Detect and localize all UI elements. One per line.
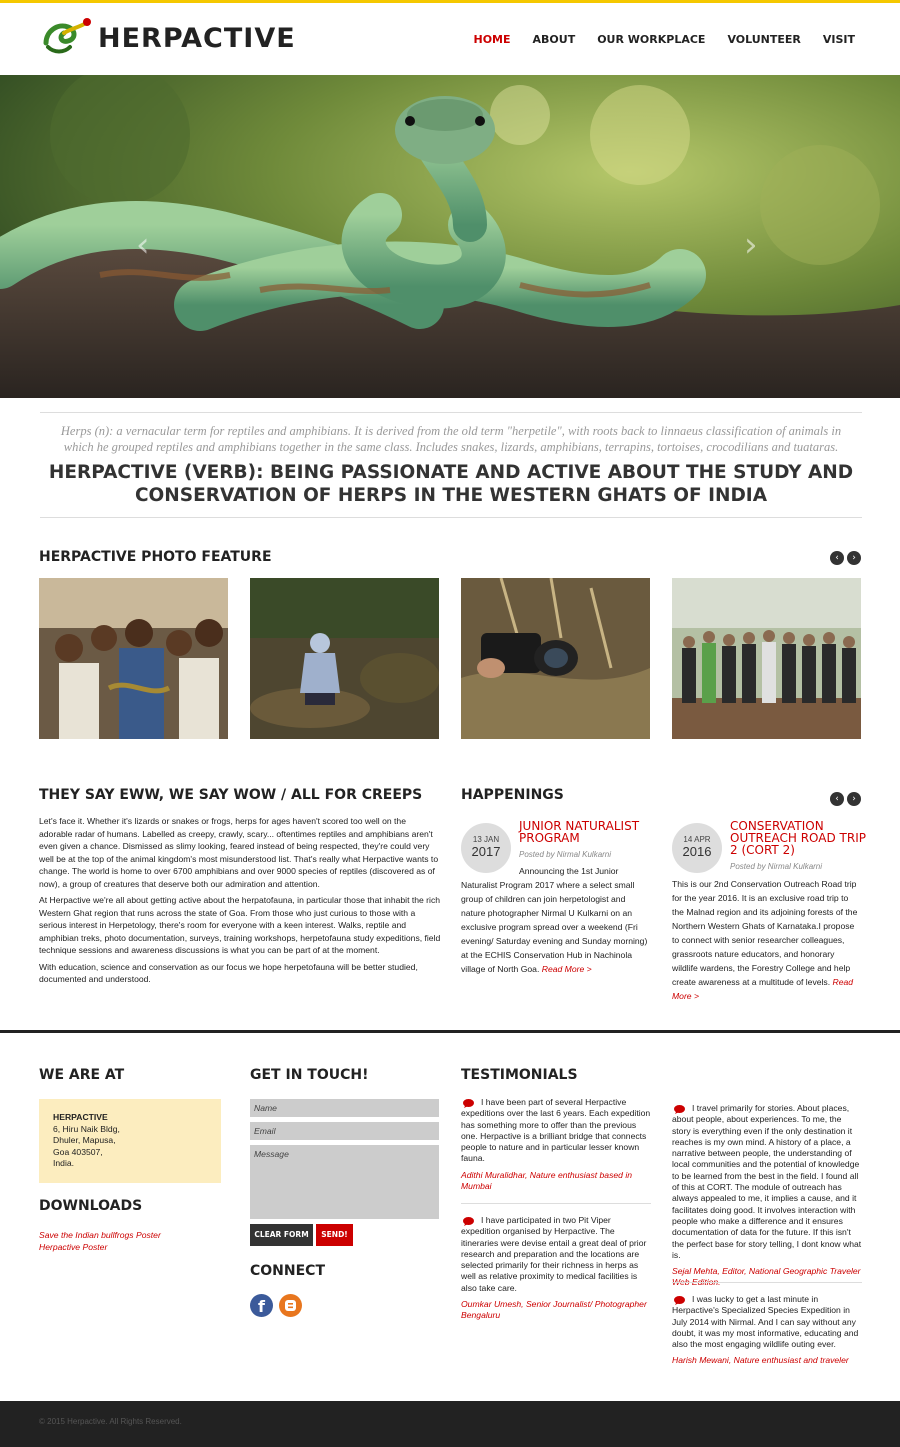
downloads-title: DOWNLOADS xyxy=(39,1198,143,1214)
quote-bubble-icon xyxy=(674,1296,685,1305)
snake-logo-icon xyxy=(40,13,100,58)
photo-feature-camera[interactable] xyxy=(461,578,650,739)
pit-viper-hero-image xyxy=(0,75,900,398)
testimonials-title: TESTIMONIALS xyxy=(461,1067,578,1083)
nav-about[interactable]: ABOUT xyxy=(532,33,576,46)
photo-feature-title: HERPACTIVE PHOTO FEATURE xyxy=(39,549,272,565)
photo-feature-photographer[interactable] xyxy=(250,578,439,739)
testimonial-author: Oumkar Umesh, Senior Journalist/ Photographer Bengaluru xyxy=(461,1299,647,1321)
read-more-link[interactable]: Read More > xyxy=(672,977,854,1001)
event-byline: Posted by Nirmal Kulkarni xyxy=(519,850,612,859)
address-line: 6, Hiru Naik Bldg, xyxy=(53,1123,120,1134)
hero-prev-arrow-icon[interactable]: ‹ xyxy=(136,225,150,265)
creeps-body xyxy=(39,815,441,990)
hero-next-arrow-icon[interactable]: › xyxy=(744,225,758,265)
testimonial-card xyxy=(672,1294,862,1367)
testimonial-text: I travel primarily for stories. About places, about people, about experiences. To me, the story is everything even if the only destination it reaches is my own mind. A history of a place, a narrative between people, the understanding of local communities and the potential of knowledge to be learned from the best in the field. I found all of this at CORT. The module of outreach has always appealed to me, it implies a cause, and it facilitates doing good. It involves interaction with people who make a difference and it ensures documentation of data for the future. If this isn't the perfect base for story telling, I dont know what is. xyxy=(672,1103,862,1260)
testimonial-card xyxy=(461,1215,651,1322)
event-title[interactable]: CONSERVATION OUTREACH ROAD TRIP 2 (CORT 2) xyxy=(730,819,866,857)
location-title: WE ARE AT xyxy=(39,1067,125,1083)
hero-slider xyxy=(0,75,900,398)
intro-section xyxy=(40,412,862,518)
address-line: Dhuler, Mapusa, xyxy=(53,1135,116,1145)
photo-next-button[interactable]: › xyxy=(847,551,861,565)
photo-prev-button[interactable]: ‹ xyxy=(830,551,844,565)
contact-title: GET IN TOUCH! xyxy=(250,1067,369,1083)
connect-title: CONNECT xyxy=(250,1263,325,1279)
site-logo[interactable] xyxy=(40,13,296,65)
clear-form-button[interactable]: CLEAR FORM xyxy=(250,1224,313,1246)
send-button[interactable]: SEND! xyxy=(316,1224,353,1246)
blogger-icon[interactable] xyxy=(279,1294,302,1317)
happenings-prev-button[interactable]: ‹ xyxy=(830,792,844,806)
happenings-title: HAPPENINGS xyxy=(461,787,564,803)
event-text: Announcing the 1st Junior Naturalist Program 2017 where a select small group of children can join herpetologist and nature photographer Nirmal U Kulkarni on an exclusive program spread over a weekend (Fri evening/ Saturday evening and Sunday morning) at the ECHIS Conservation Hub in Nachinola village of North Goa. Read More > xyxy=(461,866,648,974)
nav-visit[interactable]: VISIT xyxy=(822,33,855,46)
testimonial-text: I have been part of several Herpactive expeditions over the last 6 years. Each expedition has something more to offer than the previous one. Herpactive is a brilliant bridge that connects people to nature and in particular lesser known fauna. xyxy=(461,1097,651,1164)
event-date: 14 APR 2016 xyxy=(672,823,722,873)
nav-our-workplace[interactable]: OUR WORKPLACE xyxy=(597,33,706,46)
creeps-paragraph: At Herpactive we're all about getting active about the herpatofauna, in particular those that inhabit the rich Western Ghat region that runs across the state of Goa. From those who just curious to those with a serious interest in Herpetology, there's room for everyone with a keen interest. Walks, reptile and amphibian treks, photo documentation, surveys, training workshops, herpetofauna study expeditions, field technique sessions and awareness discussions is what you can be part of at the moment. xyxy=(39,895,441,955)
site-header xyxy=(0,3,900,75)
copyright-text: © 2015 Herpactive. All Rights Reserved. xyxy=(39,1417,182,1426)
photo-feature-group[interactable] xyxy=(672,578,861,739)
address-line: Goa 403507, xyxy=(53,1146,103,1157)
testimonial-card xyxy=(461,1097,651,1192)
creeps-paragraph: Let's face it. Whether it's lizards or snakes or frogs, herps for ages haven't scored too well on the adorable radar of humans. Labelled as creepy, crawly, scary... oftentimes reptiles and amphibians aren't even given a chance. Dismissed as slimy looking, feared instead of being respected, they're could very well be at the top of the animal kingdom's most misunderstood list. That's really what Herpactive wants to change. The world is home to over 6700 amphibians and over 9000 species of reptiles (discovered as of now), a group of creatures that deserve both our admiration and attention. xyxy=(39,816,439,889)
download-link[interactable]: Save the Indian bullfrogs Poster xyxy=(39,1230,161,1240)
creeps-paragraph: With education, science and conservation as our focus we hope herpetofauna will be better studied, documented and understood. xyxy=(39,961,418,984)
tagline: HERPACTIVE (VERB): BEING PASSIONATE AND ACTIVE ABOUT THE STUDY AND CONSERVATION OF HERPS IN THE WESTERN GHATS OF INDIA xyxy=(40,461,862,518)
site-footer xyxy=(0,1401,900,1447)
creeps-title: THEY SAY EWW, WE SAY WOW / ALL FOR CREEPS xyxy=(39,787,423,803)
event-date: 13 JAN 2017 xyxy=(461,823,511,873)
nav-home[interactable]: HOME xyxy=(473,33,511,46)
testimonial-separator xyxy=(672,1282,862,1283)
testimonial-card xyxy=(672,1103,862,1289)
email-field[interactable]: Email xyxy=(250,1122,439,1140)
address-name: HERPACTIVE xyxy=(53,1112,108,1122)
testimonial-author: Harish Mewani, Nature enthusiast and traveler xyxy=(672,1355,849,1366)
address-box xyxy=(39,1099,221,1183)
svg-text:f: f xyxy=(258,1297,265,1316)
testimonial-separator xyxy=(461,1203,651,1204)
section-divider xyxy=(0,1030,900,1033)
read-more-link[interactable]: Read More > xyxy=(541,964,592,974)
quote-bubble-icon xyxy=(463,1099,474,1108)
logo-text: HERPACTIVE xyxy=(98,23,296,54)
testimonial-text: I have participated in two Pit Viper expedition organised by Herpactive. The itineraries were devise entail a great deal of prior research and preparation and the locations are selected primarily for their richness in herps as well as relative proximity to medical facilities is also take care. xyxy=(461,1215,647,1293)
event-byline: Posted by Nirmal Kulkarni xyxy=(730,862,823,871)
download-link[interactable]: Herpactive Poster xyxy=(39,1242,108,1252)
quote-bubble-icon xyxy=(674,1105,685,1114)
address-line: India. xyxy=(53,1158,75,1168)
nav-volunteer[interactable]: VOLUNTEER xyxy=(727,33,801,46)
event-title[interactable]: JUNIOR NATURALIST PROGRAM xyxy=(519,819,640,845)
quote-bubble-icon xyxy=(463,1217,474,1226)
message-field[interactable]: Message xyxy=(250,1145,439,1219)
testimonial-author: Adithi Muralidhar, Nature enthusiast based in Mumbai xyxy=(461,1169,633,1192)
testimonial-author: Sejal Mehta, Editor, National Geographic Traveler xyxy=(672,1266,861,1277)
photo-feature-children[interactable] xyxy=(39,578,228,739)
testimonial-text: I was lucky to get a last minute in Herpactive's Specialized Species Expedition in July 2014 with Nirmal. And I can say without any doubt, it was my most informative, educating and also the most engaging wildlife outing ever. xyxy=(672,1294,859,1350)
event-text: This is our 2nd Conservation Outreach Road trip for the year 2016. It is an exclusive road trip to the Malnad region and its adjoining forests of the Northern Western Ghats of Karnataka.I propose to connect with senior researcher colleagues, grassroots nature educators, and honorary wildlife wardens, the Forestry College and help create awareness at a multitude of levels. Read More > xyxy=(672,879,858,1001)
main-nav xyxy=(473,33,855,46)
name-field[interactable]: Name xyxy=(250,1099,439,1117)
herps-definition: Herps (n): a vernacular term for reptiles and amphibians. It is derived from the old term "herpetile", with roots back to linnaeus classification of animals in which he grouped reptiles and amphibians together in the same class. Includes snakes, lizards, amphibians, terrapins, tortoises, crocodilians and tuataras. xyxy=(60,424,842,454)
happenings-next-button[interactable]: › xyxy=(847,792,861,806)
facebook-icon[interactable] xyxy=(250,1294,273,1317)
